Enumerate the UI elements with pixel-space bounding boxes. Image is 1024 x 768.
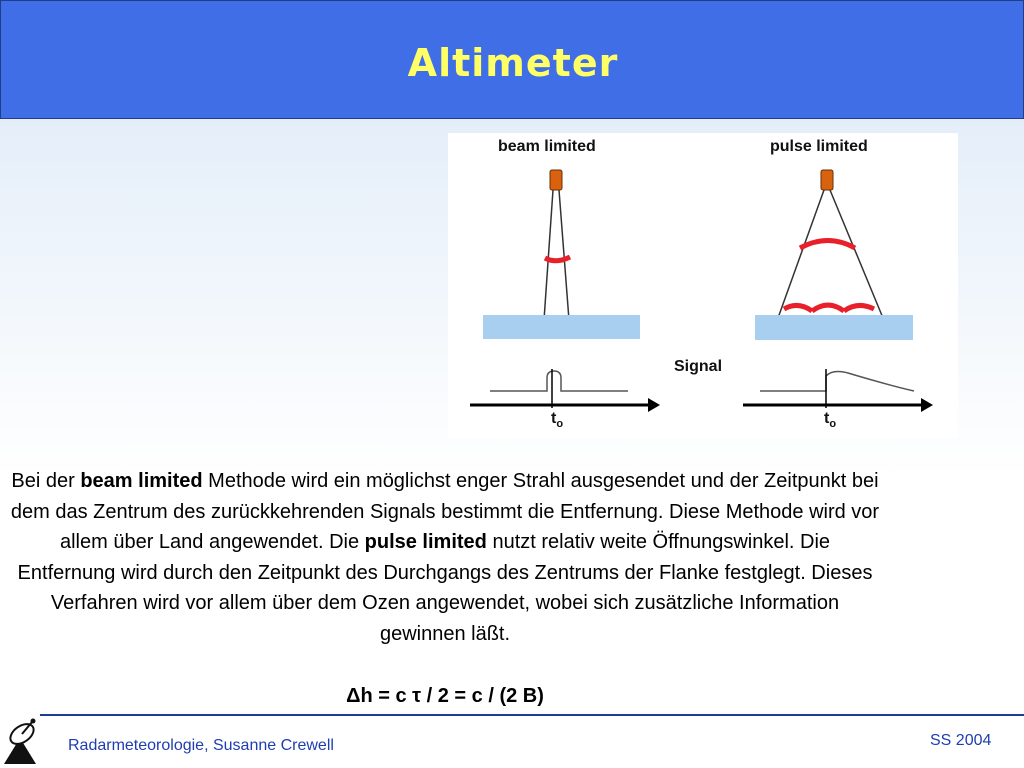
pulse-signal-trace: [760, 372, 914, 391]
footer-semester: SS 2004: [930, 732, 992, 749]
t0-base: t: [551, 410, 557, 427]
beam-pulse: [545, 257, 570, 261]
signal-label: Signal: [674, 358, 723, 375]
footer-author: Radarmeteorologie, Susanne Crewell: [68, 737, 334, 754]
beam-cone-left: [544, 190, 553, 320]
beam-limited-label: beam limited: [498, 138, 596, 155]
beam-surface: [483, 315, 640, 339]
altimeter-diagram: [448, 133, 958, 438]
footer-divider: [40, 714, 1024, 716]
beam-signal-trace: [490, 371, 628, 391]
desc-text-1: Bei der: [11, 470, 81, 492]
pulse-limited-label: pulse limited: [770, 138, 868, 155]
pulse-wave-upper: [800, 241, 855, 249]
desc-pulse-limited: pulse limited: [364, 531, 487, 553]
t0-subscript: o: [829, 418, 837, 431]
page-title: Altimeter: [407, 41, 619, 85]
desc-text-3: nutzt relativ weite Öffnungswinkel. Die Entfernung wird durch den Zeitpunkt des Durchgangs des Zentrums der Flanke festglegt. Dieses Verfahren wird vor allem über dem Ozen angewendet, wobei sich zusätzliche Information gewinnen läßt.: [17, 531, 873, 645]
beam-signal: [470, 369, 660, 412]
desc-beam-limited: beam limited: [80, 470, 203, 492]
t0-subscript: o: [556, 418, 564, 431]
pulse-signal: [743, 369, 933, 412]
radar-dish-icon: [2, 716, 40, 766]
beam-t0-label: [551, 410, 563, 430]
beam-antenna: [550, 170, 562, 190]
pulse-wave-lower-left: [784, 305, 812, 311]
pulse-surface: [755, 315, 913, 340]
title-bar: [0, 0, 1024, 119]
pulse-wave-lower-right: [844, 305, 874, 311]
pulse-cone-right: [830, 190, 883, 318]
pulse-antenna: [821, 170, 833, 190]
desc-text-2: Methode wird ein möglichst enger Strahl ausgesendet und der Zeitpunkt bei dem das Zentrum des zurückkehrenden Signals bestimmt die Entfernung. Diese Methode wird vor allem über Land angewendet. Die: [10, 470, 880, 553]
altimeter-figure: [448, 133, 958, 438]
pulse-t0-label: [824, 410, 836, 430]
beam-limited-diagram: [483, 170, 640, 339]
pulse-time-arrow: [921, 398, 933, 412]
description-paragraph: [10, 466, 880, 649]
pulse-wave-lower-mid: [812, 305, 844, 311]
t0-base: t: [824, 410, 830, 427]
beam-time-arrow: [648, 398, 660, 412]
pulse-limited-diagram: [755, 170, 913, 340]
formula: Δh = c τ / 2 = c / (2 B): [346, 685, 544, 707]
beam-cone-right: [559, 190, 569, 320]
pulse-cone-left: [778, 190, 824, 318]
